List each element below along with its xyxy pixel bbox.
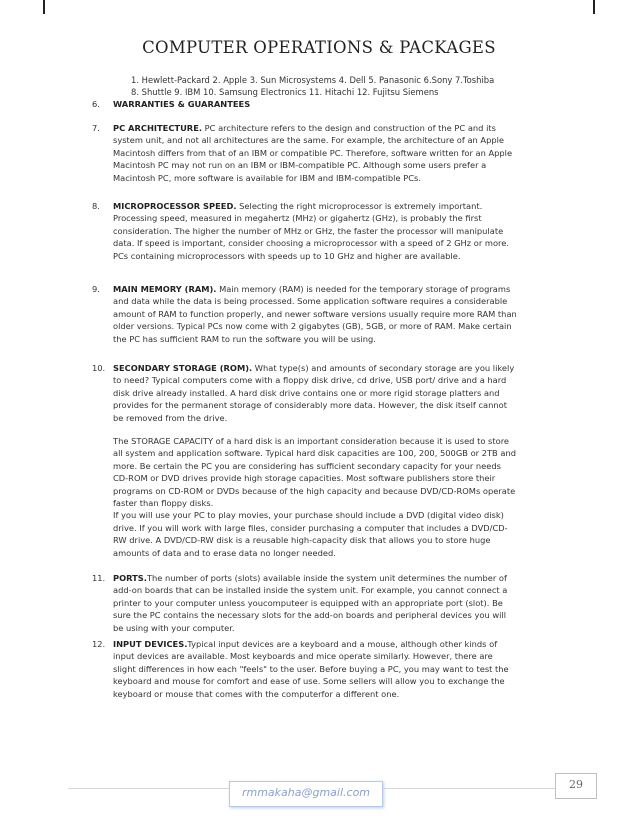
section-number: 7. <box>92 123 100 133</box>
section-heading: INPUT DEVICES. <box>113 639 188 649</box>
section-text: Selecting the right microprocessor is extremely important. Processing speed, measured in megahertz (MHz) or gigahertz (GHz), is probably the first consideration. The higher the number of MHz or GHz, the faster the processor will manipulate data. If speed is important, consider choosing a microprocessor with a speed of 2 GHz or more. PCs containing microprocessors with speeds up to 10 GHz and higher are available. <box>113 201 510 261</box>
section-8 <box>92 200 517 262</box>
brand-list-line-2: 8. Shuttle 9. IBM 10. Samsung Electronics 11. Hitachi 12. Fujitsu Siemens <box>131 87 439 97</box>
section-heading: PC ARCHITECTURE. <box>113 123 203 133</box>
section-7 <box>92 122 517 184</box>
section-text: PC architecture refers to the design and construction of the PC and its system unit, and not all architectures are the same. For example, the architecture of an Apple Macintosh differs from that of an IBM or compatible PC. Therefore, software written for an Apple Macintosh PC may not run on an IBM or IBM-compatible PC. Although some users prefer a Macintosh PC, more software is available for IBM and IBM-compatible PCs. <box>113 123 513 183</box>
section-heading: MAIN MEMORY (RAM). <box>113 284 217 294</box>
section-paragraph: If you will use your PC to play movies, your purchase should include a DVD (digital video disk) drive. If you will work with large files, consider purchasing a computer that includes a DVD/CD-RW drive. A DVD/CD-RW disk is a reusable high-capacity disk that allows you to store huge amounts of data and to erase data no longer needed. <box>113 510 508 558</box>
section-text: Typical input devices are a keyboard and a mouse, although other kinds of input devices are available. Most keyboards and mice operate similarly. However, there are slight differences in how each "feels" to the user. Before buying a PC, you may want to test the keyboard and mouse for comfort and ease of use. Some sellers will allow you to exchange the keyboard or mouse that comes with the computerfor a different one. <box>113 639 509 699</box>
footer-email: rmmakaha@gmail.com <box>229 781 383 807</box>
section-paragraph: CD-ROM or DVD drives provide high storage capacities. Most software publishers store their programs on CD-ROM or DVDs because of the high capacity and because DVD/CD-ROMs operate faster than floppy disks. <box>113 473 516 509</box>
page-border-right <box>593 0 595 14</box>
page-title: COMPUTER OPERATIONS & PACKAGES <box>142 38 496 57</box>
brand-list-line-1: 1. Hewlett-Packard 2. Apple 3. Sun Microsystems 4. Dell 5. Panasonic 6.Sony 7.Toshiba <box>131 75 495 85</box>
section-heading: PORTS. <box>113 573 147 583</box>
section-12 <box>92 638 517 700</box>
section-heading: SECONDARY STORAGE (ROM). <box>113 363 253 373</box>
section-number: 12. <box>92 639 106 649</box>
section-number: 10. <box>92 363 106 373</box>
page-number: 29 <box>555 773 597 799</box>
page-border-left <box>43 0 45 14</box>
section-10 <box>92 362 517 559</box>
section-number: 9. <box>92 284 100 294</box>
section-6 <box>92 98 517 110</box>
section-heading: WARRANTIES & GUARANTEES <box>113 99 251 109</box>
brand-list <box>131 74 561 98</box>
section-text: The number of ports (slots) available inside the system unit determines the number of add-on boards that can be installed inside the system unit. For example, you cannot connect a printer to your computer unless youcomputeer is equipped with an appropriate port (slot). Be sure the PC contains the necessary slots for the add-on boards and peripheral devices you will be using with your computer. <box>113 573 508 633</box>
section-paragraph: The STORAGE CAPACITY of a hard disk is an important consideration because it is used to store all system and application software. Typical hard disk capacities are 100, 200, 500GB or 2TB and more. Be certain the PC you are considering has sufficient secondary capacity for your needs <box>113 436 516 471</box>
page-footer <box>0 778 638 805</box>
section-11 <box>92 572 517 634</box>
section-9 <box>92 283 517 345</box>
section-text: Main memory (RAM) is needed for the temporary storage of programs and data while the data is being processed. Some application software requires a considerable amount of RAM to function properly, and newer software versions usually require more RAM than older versions. Typical PCs now come with 2 gigabytes (GB), 5GB, or more of RAM. Make certain the PC has sufficient RAM to run the software you will be using. <box>113 284 517 344</box>
section-number: 6. <box>92 99 100 109</box>
section-text: What type(s) and amounts of secondary storage are you likely to need? Typical computers come with a floppy disk drive, cd drive, USB port/ drive and a hard disk drive already installed. A hard disk drive contains one or more rigid storage platters and provides for the permanent storage of considerably more data. However, the disk itself cannot be removed from the drive. <box>113 363 515 423</box>
section-number: 11. <box>92 573 106 583</box>
section-number: 8. <box>92 201 100 211</box>
section-heading: MICROPROCESSOR SPEED. <box>113 201 237 211</box>
